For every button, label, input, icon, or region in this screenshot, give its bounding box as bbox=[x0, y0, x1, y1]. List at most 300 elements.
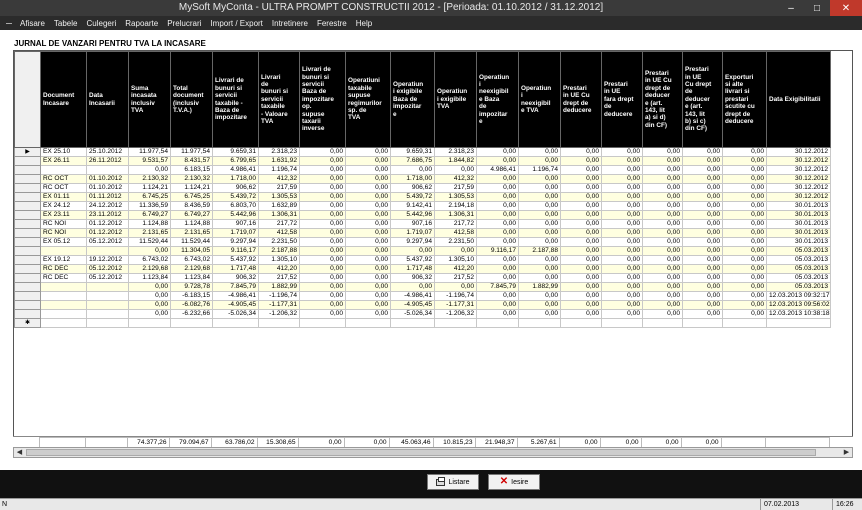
table-cell[interactable]: 0,00 bbox=[519, 148, 561, 157]
table-row[interactable] bbox=[15, 184, 831, 193]
table-cell[interactable]: 1.196,74 bbox=[519, 166, 561, 175]
table-cell[interactable]: 0,00 bbox=[683, 265, 723, 274]
table-cell[interactable]: 0,00 bbox=[477, 229, 519, 238]
scroll-thumb[interactable] bbox=[26, 449, 816, 456]
table-cell[interactable]: 30.01.2013 bbox=[767, 238, 831, 247]
table-cell[interactable]: 0,00 bbox=[723, 256, 767, 265]
table-cell[interactable] bbox=[643, 319, 683, 328]
table-cell[interactable]: 12.03.2013 10:38:18 bbox=[767, 310, 831, 319]
table-cell[interactable]: 0,00 bbox=[643, 220, 683, 229]
menu-tabele[interactable]: Tabele bbox=[53, 18, 78, 28]
table-cell[interactable]: 0,00 bbox=[346, 202, 391, 211]
table-cell[interactable]: 0,00 bbox=[602, 193, 643, 202]
listare-button[interactable] bbox=[427, 474, 479, 490]
table-cell[interactable]: 0,00 bbox=[723, 301, 767, 310]
table-cell[interactable]: EX 01.11 bbox=[41, 193, 87, 202]
table-cell[interactable]: 0,00 bbox=[346, 256, 391, 265]
table-cell[interactable]: 1.196,74 bbox=[259, 166, 300, 175]
table-cell[interactable]: 1.882,99 bbox=[519, 283, 561, 292]
row-selector[interactable] bbox=[15, 193, 41, 202]
row-selector[interactable] bbox=[15, 157, 41, 166]
table-cell[interactable]: 8.436,59 bbox=[171, 202, 213, 211]
table-cell[interactable]: 05.03.2013 bbox=[767, 247, 831, 256]
table-cell[interactable]: 0,00 bbox=[723, 184, 767, 193]
table-cell[interactable]: 1.719,07 bbox=[391, 229, 435, 238]
table-cell[interactable]: 2.318,23 bbox=[435, 148, 477, 157]
table-cell[interactable]: 6.749,27 bbox=[171, 211, 213, 220]
table-row[interactable] bbox=[15, 292, 831, 301]
table-cell[interactable] bbox=[346, 319, 391, 328]
table-cell[interactable]: 0,00 bbox=[346, 283, 391, 292]
table-cell[interactable]: 2.129,68 bbox=[129, 265, 171, 274]
table-cell[interactable]: 0,00 bbox=[643, 256, 683, 265]
table-cell[interactable]: 0,00 bbox=[477, 202, 519, 211]
table-cell[interactable]: 1.305,10 bbox=[259, 256, 300, 265]
table-cell[interactable]: 412,32 bbox=[259, 175, 300, 184]
table-cell[interactable]: 1.305,53 bbox=[259, 193, 300, 202]
table-cell[interactable]: -6.232,66 bbox=[171, 310, 213, 319]
table-cell[interactable]: 0,00 bbox=[346, 220, 391, 229]
table-cell[interactable]: 0,00 bbox=[683, 292, 723, 301]
table-cell[interactable]: 0,00 bbox=[346, 229, 391, 238]
table-cell[interactable] bbox=[767, 319, 831, 328]
table-cell[interactable]: 24.12.2012 bbox=[87, 202, 129, 211]
table-cell[interactable]: 0,00 bbox=[643, 292, 683, 301]
table-cell[interactable]: 0,00 bbox=[643, 283, 683, 292]
table-cell[interactable]: 0,00 bbox=[602, 238, 643, 247]
table-row[interactable] bbox=[15, 301, 831, 310]
table-cell[interactable]: 0,00 bbox=[602, 166, 643, 175]
table-cell[interactable] bbox=[41, 310, 87, 319]
table-cell[interactable]: 30.01.2013 bbox=[767, 229, 831, 238]
new-row-marker[interactable]: ✱ bbox=[15, 319, 41, 328]
table-cell[interactable]: 0,00 bbox=[602, 211, 643, 220]
table-cell[interactable]: 0,00 bbox=[602, 175, 643, 184]
table-cell[interactable]: 11.977,54 bbox=[171, 148, 213, 157]
table-cell[interactable]: 0,00 bbox=[643, 238, 683, 247]
menu-help[interactable]: Help bbox=[355, 18, 373, 28]
table-cell[interactable]: 0,00 bbox=[519, 238, 561, 247]
table-cell[interactable]: 0,00 bbox=[300, 229, 346, 238]
table-cell[interactable]: 9.116,17 bbox=[477, 247, 519, 256]
table-cell[interactable]: 0,00 bbox=[519, 175, 561, 184]
table-cell[interactable]: 1.124,21 bbox=[129, 184, 171, 193]
table-cell[interactable]: 9.531,57 bbox=[129, 157, 171, 166]
table-cell[interactable]: 0,00 bbox=[683, 148, 723, 157]
table-row[interactable] bbox=[15, 175, 831, 184]
table-cell[interactable]: 0,00 bbox=[643, 175, 683, 184]
table-cell[interactable] bbox=[171, 319, 213, 328]
table-cell[interactable]: 217,59 bbox=[259, 184, 300, 193]
table-cell[interactable]: 1.844,82 bbox=[435, 157, 477, 166]
table-cell[interactable]: 1.718,00 bbox=[213, 175, 259, 184]
table-cell[interactable]: 0,00 bbox=[561, 220, 602, 229]
table-cell[interactable]: EX 25.10 bbox=[41, 148, 87, 157]
table-cell[interactable]: 1.719,07 bbox=[213, 229, 259, 238]
table-row[interactable] bbox=[15, 256, 831, 265]
table-cell[interactable]: 11.529,44 bbox=[171, 238, 213, 247]
table-row[interactable] bbox=[15, 274, 831, 283]
table-cell[interactable]: RC NOI bbox=[41, 229, 87, 238]
table-cell[interactable]: 0,00 bbox=[346, 301, 391, 310]
table-cell[interactable]: 1.306,31 bbox=[435, 211, 477, 220]
table-cell[interactable]: 0,00 bbox=[346, 265, 391, 274]
table-cell[interactable]: 0,00 bbox=[477, 292, 519, 301]
minimize-button[interactable]: – bbox=[788, 2, 794, 14]
table-cell[interactable]: 0,00 bbox=[346, 238, 391, 247]
table-cell[interactable]: 412,58 bbox=[259, 229, 300, 238]
table-cell[interactable]: 2.231,50 bbox=[259, 238, 300, 247]
table-cell[interactable]: 30.01.2013 bbox=[767, 202, 831, 211]
column-header[interactable]: Total document (inclusiv T.V.A.) bbox=[171, 52, 213, 148]
table-cell[interactable]: 0,00 bbox=[519, 265, 561, 274]
table-cell[interactable]: RC DEC bbox=[41, 274, 87, 283]
table-cell[interactable]: 0,00 bbox=[602, 274, 643, 283]
table-cell[interactable] bbox=[477, 319, 519, 328]
column-header[interactable]: Operatiun i exigibile TVA bbox=[435, 52, 477, 148]
table-cell[interactable]: 05.12.2012 bbox=[87, 265, 129, 274]
table-cell[interactable]: 0,00 bbox=[300, 247, 346, 256]
table-cell[interactable]: 0,00 bbox=[643, 274, 683, 283]
table-row[interactable] bbox=[15, 193, 831, 202]
table-cell[interactable] bbox=[300, 319, 346, 328]
table-cell[interactable]: 0,00 bbox=[683, 301, 723, 310]
table-cell[interactable]: 0,00 bbox=[519, 211, 561, 220]
table-cell[interactable]: 5.439,72 bbox=[213, 193, 259, 202]
table-cell[interactable]: 412,32 bbox=[435, 175, 477, 184]
table-cell[interactable] bbox=[213, 319, 259, 328]
table-cell[interactable]: 0,00 bbox=[643, 211, 683, 220]
table-cell[interactable]: 7.686,75 bbox=[391, 157, 435, 166]
table-cell[interactable]: 0,00 bbox=[519, 220, 561, 229]
table-cell[interactable] bbox=[87, 301, 129, 310]
table-cell[interactable]: 906,62 bbox=[213, 184, 259, 193]
table-cell[interactable]: 5.442,96 bbox=[213, 211, 259, 220]
table-cell[interactable]: 0,00 bbox=[643, 247, 683, 256]
table-cell[interactable]: 0,00 bbox=[683, 202, 723, 211]
row-selector[interactable] bbox=[15, 211, 41, 220]
table-cell[interactable]: 2.131,65 bbox=[129, 229, 171, 238]
table-cell[interactable] bbox=[41, 247, 87, 256]
table-cell[interactable]: 412,20 bbox=[259, 265, 300, 274]
table-cell[interactable]: 0,00 bbox=[519, 310, 561, 319]
table-cell[interactable]: 30.12.2012 bbox=[767, 193, 831, 202]
table-cell[interactable] bbox=[259, 319, 300, 328]
table-cell[interactable]: 0,00 bbox=[346, 148, 391, 157]
table-cell[interactable]: 0,00 bbox=[300, 256, 346, 265]
table-cell[interactable]: -4.905,45 bbox=[213, 301, 259, 310]
table-cell[interactable]: 0,00 bbox=[561, 283, 602, 292]
table-cell[interactable]: 906,62 bbox=[391, 184, 435, 193]
table-cell[interactable]: 6.749,27 bbox=[129, 211, 171, 220]
column-header[interactable]: Data Incasarii bbox=[87, 52, 129, 148]
table-cell[interactable]: RC OCT bbox=[41, 175, 87, 184]
table-cell[interactable]: 0,00 bbox=[300, 292, 346, 301]
table-cell[interactable]: 217,52 bbox=[259, 274, 300, 283]
table-cell[interactable] bbox=[683, 319, 723, 328]
table-cell[interactable]: 1.306,31 bbox=[259, 211, 300, 220]
scroll-right-icon[interactable]: ▶ bbox=[843, 449, 850, 456]
table-cell[interactable]: -6.183,15 bbox=[171, 292, 213, 301]
table-cell[interactable]: 0,00 bbox=[683, 175, 723, 184]
table-cell[interactable] bbox=[41, 283, 87, 292]
table-cell[interactable]: 1.718,00 bbox=[391, 175, 435, 184]
scroll-left-icon[interactable]: ◀ bbox=[16, 449, 23, 456]
table-cell[interactable]: 7.845,79 bbox=[477, 283, 519, 292]
table-cell[interactable] bbox=[602, 319, 643, 328]
table-cell[interactable]: 0,00 bbox=[643, 184, 683, 193]
table-cell[interactable]: 0,00 bbox=[346, 310, 391, 319]
table-cell[interactable]: 0,00 bbox=[683, 247, 723, 256]
column-header[interactable]: Suma incasata inclusiv TVA bbox=[129, 52, 171, 148]
column-header[interactable]: Prestari in UE fara drept de deducere bbox=[602, 52, 643, 148]
table-cell[interactable]: 30.12.2012 bbox=[767, 166, 831, 175]
table-cell[interactable]: 0,00 bbox=[346, 175, 391, 184]
table-cell[interactable]: 0,00 bbox=[477, 148, 519, 157]
table-cell[interactable] bbox=[41, 319, 87, 328]
table-cell[interactable]: 6.743,02 bbox=[171, 256, 213, 265]
table-cell[interactable]: 05.12.2012 bbox=[87, 274, 129, 283]
table-cell[interactable]: 0,00 bbox=[561, 166, 602, 175]
table-cell[interactable] bbox=[87, 283, 129, 292]
table-cell[interactable]: 0,00 bbox=[519, 292, 561, 301]
table-cell[interactable]: 0,00 bbox=[643, 301, 683, 310]
table-cell[interactable]: EX 24.12 bbox=[41, 202, 87, 211]
table-cell[interactable]: 0,00 bbox=[561, 238, 602, 247]
table-cell[interactable]: 6.743,02 bbox=[129, 256, 171, 265]
table-cell[interactable]: 0,00 bbox=[346, 193, 391, 202]
table-cell[interactable]: 1.124,88 bbox=[171, 220, 213, 229]
table-cell[interactable]: 0,00 bbox=[723, 220, 767, 229]
table-cell[interactable]: 23.11.2012 bbox=[87, 211, 129, 220]
table-cell[interactable]: 0,00 bbox=[435, 283, 477, 292]
table-cell[interactable]: 217,52 bbox=[435, 274, 477, 283]
iesire-button[interactable] bbox=[488, 474, 540, 490]
table-cell[interactable]: 25.10.2012 bbox=[87, 148, 129, 157]
table-cell[interactable]: 0,00 bbox=[477, 274, 519, 283]
table-cell[interactable]: 0,00 bbox=[477, 310, 519, 319]
table-cell[interactable]: 0,00 bbox=[723, 283, 767, 292]
table-cell[interactable]: 5.439,72 bbox=[391, 193, 435, 202]
table-cell[interactable]: 0,00 bbox=[519, 274, 561, 283]
table-cell[interactable]: 19.12.2012 bbox=[87, 256, 129, 265]
table-cell[interactable]: 8.431,57 bbox=[171, 157, 213, 166]
table-cell[interactable]: 0,00 bbox=[300, 301, 346, 310]
table-cell[interactable]: 0,00 bbox=[561, 229, 602, 238]
menu-intretinere[interactable]: Intretinere bbox=[271, 18, 308, 28]
table-cell[interactable]: 26.11.2012 bbox=[87, 157, 129, 166]
table-cell[interactable]: 217,59 bbox=[435, 184, 477, 193]
table-cell[interactable]: 12.03.2013 09:56:02 bbox=[767, 301, 831, 310]
table-cell[interactable]: 0,00 bbox=[561, 175, 602, 184]
table-cell[interactable]: -4.905,45 bbox=[391, 301, 435, 310]
table-cell[interactable]: 0,00 bbox=[129, 247, 171, 256]
table-cell[interactable]: EX 05.12 bbox=[41, 238, 87, 247]
table-cell[interactable]: 0,00 bbox=[519, 301, 561, 310]
table-cell[interactable]: 1.632,89 bbox=[259, 202, 300, 211]
table-cell[interactable]: 0,00 bbox=[477, 157, 519, 166]
table-row[interactable] bbox=[15, 220, 831, 229]
table-cell[interactable]: 0,00 bbox=[643, 193, 683, 202]
row-selector[interactable] bbox=[15, 166, 41, 175]
menu-prelucrari[interactable]: Prelucrari bbox=[167, 18, 202, 28]
data-grid[interactable] bbox=[13, 50, 853, 447]
table-cell[interactable]: 0,00 bbox=[519, 184, 561, 193]
table-cell[interactable]: 0,00 bbox=[561, 247, 602, 256]
table-row[interactable] bbox=[15, 157, 831, 166]
new-row[interactable] bbox=[15, 319, 831, 328]
table-cell[interactable]: 0,00 bbox=[683, 220, 723, 229]
table-cell[interactable]: 0,00 bbox=[435, 247, 477, 256]
table-row[interactable] bbox=[15, 247, 831, 256]
table-cell[interactable]: 0,00 bbox=[129, 166, 171, 175]
table-cell[interactable]: 0,00 bbox=[300, 157, 346, 166]
table-cell[interactable]: 12.03.2013 09:32:17 bbox=[767, 292, 831, 301]
table-cell[interactable]: 30.12.2012 bbox=[767, 157, 831, 166]
table-cell[interactable]: 4.986,41 bbox=[213, 166, 259, 175]
row-selector[interactable] bbox=[15, 301, 41, 310]
table-cell[interactable]: RC NOI bbox=[41, 220, 87, 229]
table-cell[interactable]: 0,00 bbox=[602, 256, 643, 265]
row-selector[interactable] bbox=[15, 175, 41, 184]
table-cell[interactable]: 0,00 bbox=[561, 274, 602, 283]
table-cell[interactable]: 0,00 bbox=[300, 184, 346, 193]
table-cell[interactable]: 1.124,21 bbox=[171, 184, 213, 193]
table-cell[interactable]: 0,00 bbox=[602, 157, 643, 166]
table-cell[interactable]: 1.882,99 bbox=[259, 283, 300, 292]
table-cell[interactable]: 0,00 bbox=[723, 292, 767, 301]
table-cell[interactable]: EX 23.11 bbox=[41, 211, 87, 220]
table-cell[interactable]: 0,00 bbox=[129, 283, 171, 292]
table-cell[interactable]: 1.717,48 bbox=[391, 265, 435, 274]
row-selector[interactable] bbox=[15, 256, 41, 265]
table-cell[interactable]: 9.116,17 bbox=[213, 247, 259, 256]
table-cell[interactable]: 0,00 bbox=[346, 211, 391, 220]
table-cell[interactable]: 2.231,50 bbox=[435, 238, 477, 247]
table-cell[interactable]: 01.10.2012 bbox=[87, 184, 129, 193]
table-cell[interactable]: 0,00 bbox=[683, 274, 723, 283]
table-cell[interactable]: 0,00 bbox=[723, 265, 767, 274]
table-cell[interactable]: 0,00 bbox=[300, 238, 346, 247]
column-header[interactable]: Data Exigibilitatii bbox=[767, 52, 831, 148]
table-cell[interactable]: 6.745,25 bbox=[171, 193, 213, 202]
table-cell[interactable]: 11.336,59 bbox=[129, 202, 171, 211]
column-header[interactable]: Prestari in UE Cu drept de deducere bbox=[561, 52, 602, 148]
table-row[interactable] bbox=[15, 265, 831, 274]
table-cell[interactable]: 906,32 bbox=[213, 274, 259, 283]
row-selector[interactable] bbox=[15, 220, 41, 229]
column-header[interactable]: Prestari in UE Cu drept de deducer e (art. 143, lit b) si c) din CF) bbox=[683, 52, 723, 148]
table-cell[interactable]: 0,00 bbox=[602, 292, 643, 301]
table-cell[interactable]: 0,00 bbox=[477, 238, 519, 247]
table-cell[interactable]: 0,00 bbox=[602, 148, 643, 157]
table-cell[interactable]: 0,00 bbox=[346, 247, 391, 256]
table-cell[interactable]: RC OCT bbox=[41, 184, 87, 193]
table-cell[interactable]: 0,00 bbox=[683, 229, 723, 238]
table-cell[interactable]: 0,00 bbox=[643, 166, 683, 175]
table-cell[interactable]: 05.03.2013 bbox=[767, 256, 831, 265]
table-cell[interactable]: 0,00 bbox=[477, 220, 519, 229]
table-cell[interactable]: 0,00 bbox=[643, 202, 683, 211]
table-cell[interactable]: -1.206,32 bbox=[259, 310, 300, 319]
row-selector[interactable] bbox=[15, 184, 41, 193]
table-cell[interactable] bbox=[435, 319, 477, 328]
table-cell[interactable]: -1.206,32 bbox=[435, 310, 477, 319]
column-header[interactable]: Livrari de bunuri si servicii Baza de impozitare op. supuse taxarii inverse bbox=[300, 52, 346, 148]
table-cell[interactable]: 0,00 bbox=[643, 265, 683, 274]
table-cell[interactable] bbox=[87, 310, 129, 319]
table-row[interactable] bbox=[15, 310, 831, 319]
row-selector[interactable] bbox=[15, 265, 41, 274]
table-cell[interactable]: 30.12.2012 bbox=[767, 148, 831, 157]
table-cell[interactable]: 1.717,48 bbox=[213, 265, 259, 274]
row-selector[interactable] bbox=[15, 229, 41, 238]
table-cell[interactable] bbox=[41, 292, 87, 301]
table-cell[interactable]: 0,00 bbox=[561, 211, 602, 220]
table-cell[interactable] bbox=[519, 319, 561, 328]
column-header[interactable]: Operatiun i neexigibil e Baza de impozitar e bbox=[477, 52, 519, 148]
table-cell[interactable]: 0,00 bbox=[723, 238, 767, 247]
table-cell[interactable]: 01.12.2012 bbox=[87, 229, 129, 238]
menu-ferestre[interactable]: Ferestre bbox=[316, 18, 347, 28]
table-cell[interactable]: -4.986,41 bbox=[213, 292, 259, 301]
table-cell[interactable]: 906,32 bbox=[391, 274, 435, 283]
table-cell[interactable]: 0,00 bbox=[519, 157, 561, 166]
table-cell[interactable]: 0,00 bbox=[300, 148, 346, 157]
table-cell[interactable]: 0,00 bbox=[129, 301, 171, 310]
table-cell[interactable]: RC DEC bbox=[41, 265, 87, 274]
table-cell[interactable]: 0,00 bbox=[477, 184, 519, 193]
table-cell[interactable]: 0,00 bbox=[683, 193, 723, 202]
table-cell[interactable]: -5.026,34 bbox=[391, 310, 435, 319]
table-cell[interactable]: 0,00 bbox=[477, 301, 519, 310]
table-cell[interactable]: 0,00 bbox=[723, 148, 767, 157]
table-cell[interactable]: 0,00 bbox=[602, 247, 643, 256]
table-cell[interactable]: 0,00 bbox=[602, 301, 643, 310]
table-cell[interactable]: 0,00 bbox=[723, 310, 767, 319]
table-cell[interactable]: 0,00 bbox=[683, 166, 723, 175]
table-cell[interactable]: 0,00 bbox=[346, 157, 391, 166]
table-cell[interactable]: 0,00 bbox=[561, 292, 602, 301]
table-row[interactable] bbox=[15, 148, 831, 157]
table-row[interactable] bbox=[15, 229, 831, 238]
table-cell[interactable]: 0,00 bbox=[723, 211, 767, 220]
table-cell[interactable]: 1.305,10 bbox=[435, 256, 477, 265]
table-cell[interactable]: 0,00 bbox=[300, 274, 346, 283]
table-cell[interactable]: 0,00 bbox=[561, 193, 602, 202]
table-cell[interactable]: 0,00 bbox=[561, 256, 602, 265]
column-header[interactable]: Operatiuni taxabile supuse regimurilor sp. de TVA bbox=[346, 52, 391, 148]
row-selector[interactable] bbox=[15, 292, 41, 301]
table-cell[interactable]: 9.297,94 bbox=[391, 238, 435, 247]
table-cell[interactable]: 0,00 bbox=[683, 238, 723, 247]
table-cell[interactable]: 0,00 bbox=[300, 310, 346, 319]
table-cell[interactable]: 0,00 bbox=[602, 283, 643, 292]
table-cell[interactable]: 0,00 bbox=[519, 229, 561, 238]
table-cell[interactable]: 0,00 bbox=[300, 175, 346, 184]
table-cell[interactable]: 217,72 bbox=[259, 220, 300, 229]
table-cell[interactable]: 9.659,31 bbox=[213, 148, 259, 157]
horizontal-scrollbar[interactable] bbox=[13, 447, 853, 458]
table-cell[interactable]: 0,00 bbox=[643, 310, 683, 319]
table-cell[interactable]: 0,00 bbox=[683, 256, 723, 265]
table-cell[interactable]: 30.01.2013 bbox=[767, 220, 831, 229]
table-cell[interactable]: 0,00 bbox=[300, 211, 346, 220]
table-cell[interactable]: 2.129,68 bbox=[171, 265, 213, 274]
table-cell[interactable] bbox=[87, 292, 129, 301]
table-cell[interactable]: 0,00 bbox=[300, 220, 346, 229]
table-cell[interactable]: 30.12.2012 bbox=[767, 184, 831, 193]
